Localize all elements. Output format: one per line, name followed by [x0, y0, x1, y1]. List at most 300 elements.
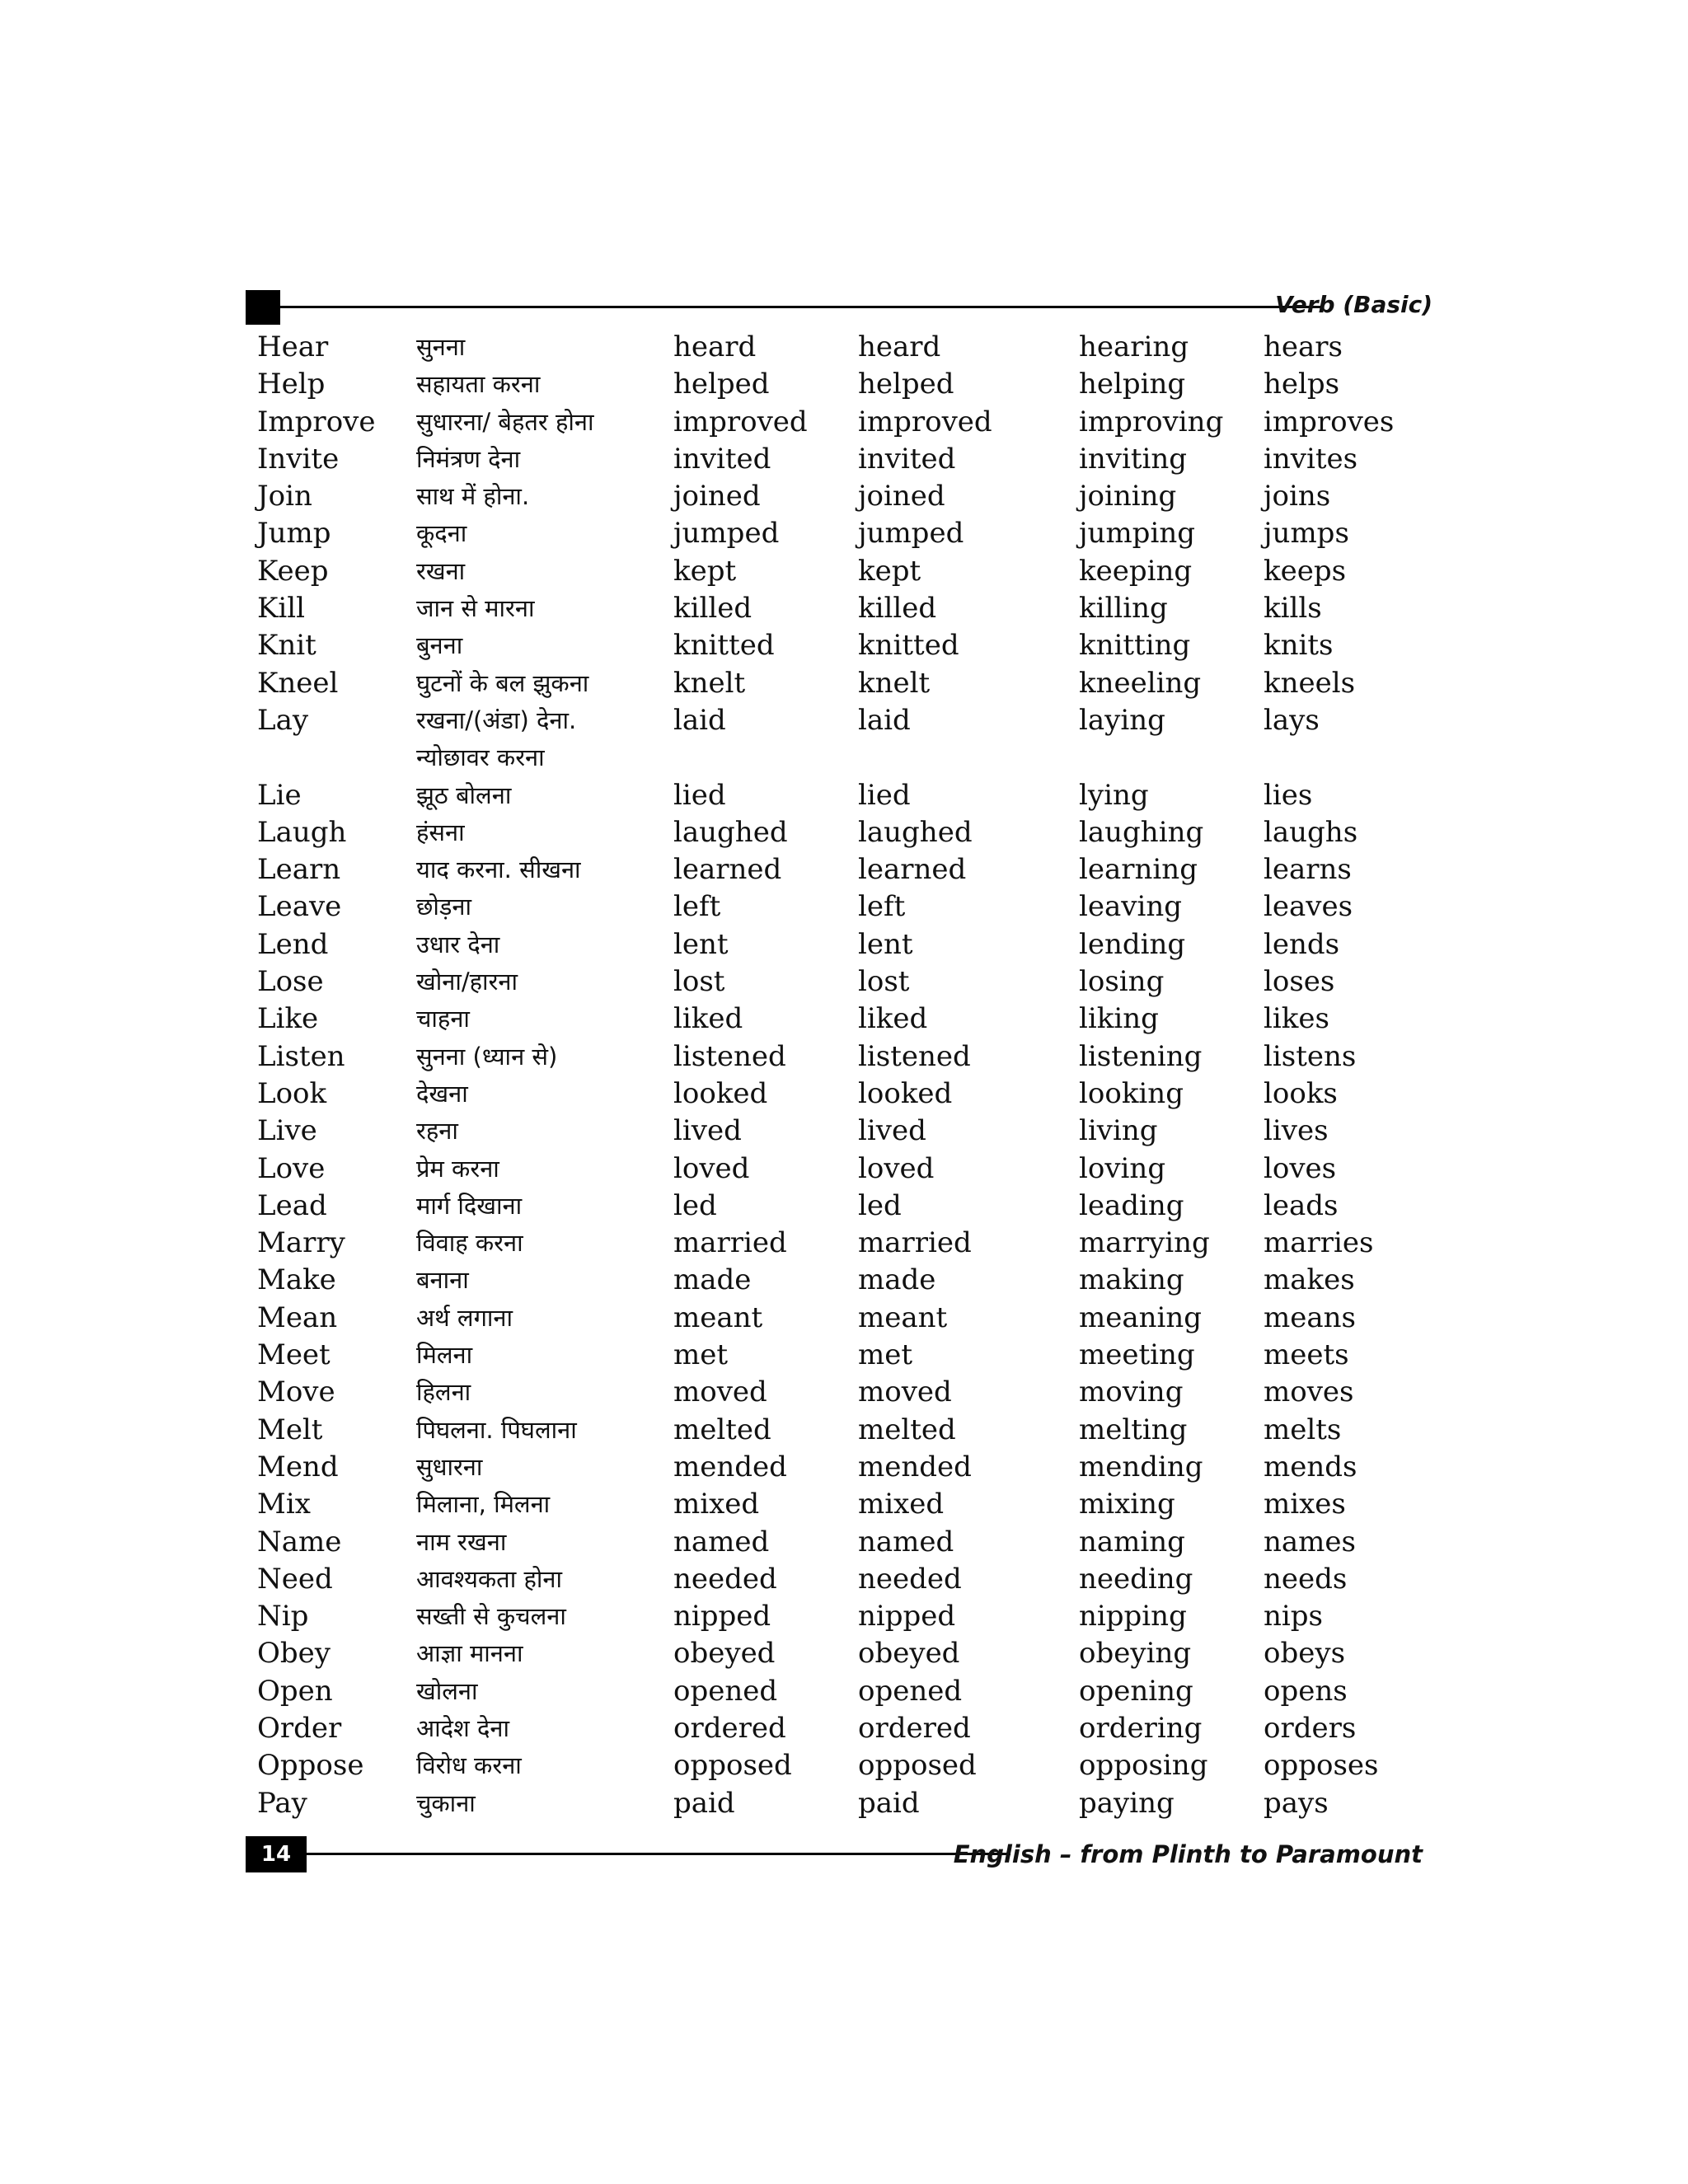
base-form: Invite	[257, 442, 340, 476]
present-participle: mixing	[1079, 1488, 1175, 1521]
third-person-form: lays	[1264, 703, 1320, 737]
base-form: Move	[257, 1376, 335, 1409]
base-form: Mend	[257, 1450, 339, 1483]
present-participle: moving	[1079, 1376, 1184, 1409]
past-tense: improved	[673, 405, 808, 438]
present-participle: lending	[1079, 927, 1186, 961]
table-row	[257, 1449, 1428, 1486]
third-person-form: loves	[1264, 1151, 1337, 1185]
hindi-meaning-line: निमंत्रण देना	[416, 444, 521, 473]
base-form: Obey	[257, 1637, 331, 1671]
table-row	[257, 1038, 1428, 1076]
past-tense: moved	[673, 1376, 767, 1409]
hindi-meaning	[416, 888, 471, 926]
table-row	[257, 1598, 1428, 1635]
third-person-form: loses	[1264, 965, 1335, 999]
table-row	[257, 1076, 1428, 1113]
present-participle: melting	[1079, 1413, 1188, 1446]
table-row	[257, 1561, 1428, 1598]
past-tense: opposed	[673, 1749, 792, 1783]
base-form: Order	[257, 1711, 342, 1745]
hindi-meaning-line: मिलना	[416, 1341, 473, 1370]
hindi-meaning	[416, 1151, 499, 1188]
third-person-form: improves	[1264, 405, 1395, 438]
past-tense: listened	[673, 1039, 786, 1073]
table-row	[257, 329, 1428, 366]
hindi-meaning	[416, 1710, 509, 1747]
footer-rule	[307, 1853, 1010, 1855]
past-participle: ordered	[858, 1711, 971, 1745]
hindi-meaning-line: सहायता करना	[416, 370, 541, 399]
third-person-form: joins	[1264, 480, 1331, 513]
past-participle: lent	[858, 927, 913, 961]
hindi-meaning	[416, 1561, 562, 1598]
hindi-meaning	[416, 329, 465, 366]
base-form: Marry	[257, 1226, 345, 1260]
third-person-form: opposes	[1264, 1749, 1379, 1783]
past-participle: improved	[858, 405, 992, 438]
past-participle: paid	[858, 1786, 920, 1820]
table-row	[257, 1524, 1428, 1561]
past-tense: kept	[673, 554, 737, 588]
present-participle: meeting	[1079, 1338, 1195, 1372]
base-form: Lend	[257, 927, 329, 961]
hindi-meaning	[416, 1374, 471, 1411]
hindi-meaning	[416, 963, 518, 1001]
present-participle: losing	[1079, 965, 1165, 999]
hindi-meaning-line: देखना	[416, 1079, 468, 1108]
hindi-meaning	[416, 366, 540, 403]
base-form: Jump	[257, 517, 331, 551]
hindi-meaning	[416, 1001, 470, 1038]
hindi-meaning	[416, 1785, 476, 1822]
third-person-form: means	[1264, 1301, 1356, 1334]
base-form: Help	[257, 368, 326, 401]
table-row	[257, 441, 1428, 478]
base-form: Lose	[257, 965, 324, 999]
third-person-form: leads	[1264, 1188, 1339, 1222]
base-form: Mix	[257, 1488, 311, 1521]
hindi-meaning-line: उधार देना	[416, 930, 500, 958]
past-participle: named	[858, 1525, 954, 1558]
third-person-form: lies	[1264, 778, 1313, 812]
base-form: Listen	[257, 1039, 345, 1073]
third-person-form: looks	[1264, 1076, 1338, 1110]
present-participle: paying	[1079, 1786, 1175, 1820]
hindi-meaning-line: चुकाना	[416, 1788, 476, 1817]
base-form: Name	[257, 1525, 342, 1558]
hindi-meaning-line: नाम रखना	[416, 1527, 507, 1556]
past-participle: opened	[858, 1674, 963, 1708]
past-participle: joined	[858, 480, 945, 513]
past-participle: laughed	[858, 815, 973, 849]
past-participle: opposed	[858, 1749, 977, 1783]
past-tense: helped	[673, 368, 770, 401]
past-participle: liked	[858, 1002, 928, 1036]
table-row	[257, 590, 1428, 627]
past-participle: melted	[858, 1413, 956, 1446]
present-participle: living	[1079, 1114, 1158, 1148]
base-form: Leave	[257, 890, 342, 924]
third-person-form: nips	[1264, 1600, 1323, 1633]
base-form: Nip	[257, 1600, 309, 1633]
hindi-meaning	[416, 515, 467, 552]
present-participle: lying	[1079, 778, 1149, 812]
past-tense: heard	[673, 330, 757, 363]
past-tense: loved	[673, 1151, 750, 1185]
present-participle: improving	[1079, 405, 1224, 438]
present-participle: ordering	[1079, 1711, 1203, 1745]
hindi-meaning	[416, 553, 465, 590]
hindi-meaning	[416, 1188, 522, 1225]
hindi-meaning	[416, 404, 594, 441]
hindi-meaning-line: बनाना	[416, 1266, 469, 1295]
past-participle: loved	[858, 1151, 935, 1185]
present-participle: helping	[1079, 368, 1186, 401]
base-form: Learn	[257, 853, 341, 887]
hindi-meaning-line: विरोध करना	[416, 1751, 522, 1780]
hindi-meaning-line: खोलना	[416, 1676, 478, 1705]
base-form: Need	[257, 1562, 333, 1596]
present-participle: jumping	[1079, 517, 1195, 551]
hindi-meaning-line: घुटनों के बल झुकना	[416, 668, 589, 697]
footer-book-title: English – from Plinth to Paramount	[953, 1840, 1423, 1868]
third-person-form: orders	[1264, 1711, 1357, 1745]
past-tense: lent	[673, 927, 729, 961]
third-person-form: kills	[1264, 592, 1322, 626]
past-participle: led	[858, 1188, 902, 1222]
table-row	[257, 404, 1428, 441]
base-form: Love	[257, 1151, 326, 1185]
hindi-meaning	[416, 1747, 522, 1784]
table-row	[257, 814, 1428, 851]
hindi-meaning	[416, 590, 535, 627]
hindi-meaning-line: रखना/(अंडा) देना.	[416, 705, 577, 734]
hindi-meaning-line: सुधारना	[416, 1452, 483, 1481]
past-participle: nipped	[858, 1600, 956, 1633]
hindi-meaning-line: अर्थ लगाना	[416, 1303, 513, 1332]
present-participle: meaning	[1079, 1301, 1203, 1334]
past-participle: laid	[858, 703, 911, 737]
third-person-form: leaves	[1264, 890, 1353, 924]
past-participle: helped	[858, 368, 954, 401]
third-person-form: knits	[1264, 629, 1334, 663]
table-row	[257, 515, 1428, 552]
past-participle: meant	[858, 1301, 948, 1334]
past-tense: joined	[673, 480, 761, 513]
table-row	[257, 702, 1428, 777]
hindi-meaning-line: सुधारना/ बेहतर होना	[416, 407, 594, 436]
hindi-meaning-line: रखना	[416, 556, 466, 585]
third-person-form: hears	[1264, 330, 1343, 363]
third-person-form: likes	[1264, 1002, 1329, 1036]
present-participle: nipping	[1079, 1600, 1187, 1633]
third-person-form: listens	[1264, 1039, 1357, 1073]
past-participle: knitted	[858, 629, 959, 663]
hindi-meaning	[416, 627, 462, 664]
hindi-meaning	[416, 1262, 469, 1299]
past-tense: needed	[673, 1562, 777, 1596]
past-tense: knelt	[673, 666, 746, 700]
hindi-meaning	[416, 1449, 482, 1486]
hindi-meaning-line: बुनना	[416, 631, 463, 660]
past-participle: looked	[858, 1076, 953, 1110]
table-row	[257, 1673, 1428, 1710]
past-tense: laughed	[673, 815, 788, 849]
table-row	[257, 478, 1428, 515]
base-form: Hear	[257, 330, 329, 363]
table-row	[257, 1001, 1428, 1038]
table-row	[257, 1785, 1428, 1822]
past-tense: left	[673, 890, 721, 924]
page-header	[246, 290, 1432, 323]
base-form: Join	[257, 480, 312, 513]
third-person-form: laughs	[1264, 815, 1358, 849]
hindi-meaning	[416, 1412, 577, 1449]
third-person-form: names	[1264, 1525, 1356, 1558]
hindi-meaning	[416, 1486, 550, 1523]
past-tense: killed	[673, 592, 753, 626]
present-participle: knitting	[1079, 629, 1191, 663]
past-participle: jumped	[858, 517, 964, 551]
present-participle: hearing	[1079, 330, 1189, 363]
present-participle: needing	[1079, 1562, 1193, 1596]
past-tense: made	[673, 1263, 752, 1297]
third-person-form: opens	[1264, 1674, 1348, 1708]
table-row	[257, 851, 1428, 888]
hindi-meaning-line: चाहना	[416, 1005, 470, 1033]
past-participle: listened	[858, 1039, 971, 1073]
past-tense: married	[673, 1226, 787, 1260]
present-participle: obeying	[1079, 1637, 1192, 1671]
hindi-meaning-line: न्योछावर करना	[416, 743, 545, 771]
past-tense: lied	[673, 778, 726, 812]
past-tense: learned	[673, 853, 782, 887]
past-tense: named	[673, 1525, 770, 1558]
table-row	[257, 926, 1428, 963]
hindi-meaning-line: हंसना	[416, 818, 465, 846]
table-row	[257, 1635, 1428, 1672]
hindi-meaning	[416, 1113, 458, 1150]
present-participle: looking	[1079, 1076, 1184, 1110]
table-row	[257, 1113, 1428, 1150]
present-participle: inviting	[1079, 442, 1188, 476]
base-form: Oppose	[257, 1749, 364, 1783]
hindi-meaning	[416, 851, 581, 888]
hindi-meaning-line: सख्ती से कुचलना	[416, 1602, 566, 1631]
hindi-meaning-line: आवश्यकता होना	[416, 1564, 562, 1593]
table-row	[257, 1151, 1428, 1188]
past-tense: looked	[673, 1076, 768, 1110]
past-participle: heard	[858, 330, 941, 363]
hindi-meaning-line: साथ में होना.	[416, 482, 530, 511]
past-participle: needed	[858, 1562, 962, 1596]
past-tense: jumped	[673, 517, 780, 551]
hindi-meaning	[416, 777, 511, 814]
hindi-meaning-line: झूठ बोलना	[416, 780, 512, 809]
past-participle: killed	[858, 592, 937, 626]
past-participle: lost	[858, 965, 910, 999]
past-tense: obeyed	[673, 1637, 776, 1671]
hindi-meaning-line: याद करना. सीखना	[416, 855, 581, 884]
past-participle: lied	[858, 778, 911, 812]
hindi-meaning	[416, 1038, 557, 1076]
table-row	[257, 366, 1428, 403]
third-person-form: keeps	[1264, 554, 1347, 588]
past-tense: knitted	[673, 629, 775, 663]
present-participle: opposing	[1079, 1749, 1208, 1783]
present-participle: liking	[1079, 1002, 1159, 1036]
base-form: Laugh	[257, 815, 347, 849]
hindi-meaning-line: सुनना	[416, 333, 466, 361]
present-participle: leaving	[1079, 890, 1183, 924]
base-form: Knit	[257, 629, 316, 663]
table-row	[257, 1225, 1428, 1262]
present-participle: listening	[1079, 1039, 1203, 1073]
hindi-meaning	[416, 1524, 506, 1561]
present-participle: making	[1079, 1263, 1184, 1297]
past-participle: knelt	[858, 666, 931, 700]
table-row	[257, 627, 1428, 664]
table-row	[257, 1747, 1428, 1784]
present-participle: kneeling	[1079, 666, 1202, 700]
present-participle: laying	[1079, 703, 1165, 737]
past-tense: meant	[673, 1301, 763, 1334]
third-person-form: pays	[1264, 1786, 1329, 1820]
table-row	[257, 553, 1428, 590]
third-person-form: helps	[1264, 368, 1340, 401]
past-tense: opened	[673, 1674, 778, 1708]
third-person-form: moves	[1264, 1376, 1354, 1409]
base-form: Keep	[257, 554, 329, 588]
past-tense: paid	[673, 1786, 735, 1820]
third-person-form: mixes	[1264, 1488, 1346, 1521]
base-form: Open	[257, 1674, 333, 1708]
present-participle: keeping	[1079, 554, 1193, 588]
table-row	[257, 1710, 1428, 1747]
past-tense: mixed	[673, 1488, 760, 1521]
hindi-meaning-line: खोना/हारना	[416, 968, 518, 996]
base-form: Make	[257, 1263, 336, 1297]
hindi-meaning	[416, 441, 520, 478]
third-person-form: mends	[1264, 1450, 1357, 1483]
present-participle: naming	[1079, 1525, 1185, 1558]
table-row	[257, 1412, 1428, 1449]
past-participle: left	[858, 890, 906, 924]
past-participle: invited	[858, 442, 956, 476]
table-row	[257, 1337, 1428, 1374]
hindi-meaning	[416, 1076, 468, 1113]
hindi-meaning-line: हिलना	[416, 1378, 471, 1407]
past-tense: ordered	[673, 1711, 786, 1745]
past-tense: laid	[673, 703, 726, 737]
base-form: Improve	[257, 405, 376, 438]
past-participle: lived	[858, 1114, 926, 1148]
base-form: Like	[257, 1002, 319, 1036]
hindi-meaning-line: आदेश देना	[416, 1713, 509, 1742]
hindi-meaning-line: प्रेम करना	[416, 1154, 499, 1183]
present-participle: opening	[1079, 1674, 1193, 1708]
table-row	[257, 1300, 1428, 1337]
base-form: Look	[257, 1076, 327, 1110]
base-form: Pay	[257, 1786, 307, 1820]
base-form: Kneel	[257, 666, 339, 700]
past-participle: kept	[858, 554, 921, 588]
past-participle: mixed	[858, 1488, 945, 1521]
past-tense: melted	[673, 1413, 771, 1446]
present-participle: leading	[1079, 1188, 1184, 1222]
hindi-meaning	[416, 926, 499, 963]
third-person-form: marries	[1264, 1226, 1374, 1260]
hindi-meaning	[416, 814, 465, 851]
header-square-marker	[246, 290, 280, 325]
hindi-meaning-line: जान से मारना	[416, 594, 535, 623]
base-form: Kill	[257, 592, 306, 626]
base-form: Mean	[257, 1301, 338, 1334]
verb-table	[257, 329, 1428, 1822]
past-participle: learned	[858, 853, 967, 887]
past-tense: led	[673, 1188, 717, 1222]
table-row	[257, 1374, 1428, 1411]
hindi-meaning-line: रहना	[416, 1117, 458, 1146]
past-tense: lost	[673, 965, 725, 999]
header-title: Verb (Basic)	[1275, 291, 1432, 318]
table-row	[257, 1486, 1428, 1523]
past-tense: lived	[673, 1114, 742, 1148]
hindi-meaning-line: पिघलना. पिघलाना	[416, 1415, 577, 1444]
hindi-meaning-line: सुनना (ध्यान से)	[416, 1042, 558, 1071]
base-form: Melt	[257, 1413, 323, 1446]
third-person-form: invites	[1264, 442, 1358, 476]
past-participle: married	[858, 1226, 972, 1260]
hindi-meaning-line: मार्ग दिखाना	[416, 1191, 523, 1220]
base-form: Live	[257, 1114, 317, 1148]
past-participle: mended	[858, 1450, 972, 1483]
third-person-form: obeys	[1264, 1637, 1346, 1671]
table-row	[257, 888, 1428, 926]
page-footer	[246, 1836, 1426, 1872]
hindi-meaning	[416, 1598, 566, 1635]
hindi-meaning-line: आज्ञा मानना	[416, 1639, 523, 1668]
past-tense: met	[673, 1338, 729, 1372]
past-participle: made	[858, 1263, 936, 1297]
hindi-meaning-line: मिलाना, मिलना	[416, 1490, 551, 1519]
past-tense: nipped	[673, 1600, 771, 1633]
base-form: Lead	[257, 1188, 327, 1222]
past-tense: mended	[673, 1450, 787, 1483]
past-tense: invited	[673, 442, 771, 476]
past-tense: liked	[673, 1002, 743, 1036]
third-person-form: meets	[1264, 1338, 1349, 1372]
hindi-meaning	[416, 478, 529, 515]
hindi-meaning	[416, 702, 576, 776]
hindi-meaning	[416, 1337, 472, 1374]
third-person-form: makes	[1264, 1263, 1355, 1297]
present-participle: killing	[1079, 592, 1168, 626]
header-rule	[280, 306, 1320, 308]
third-person-form: kneels	[1264, 666, 1356, 700]
third-person-form: jumps	[1264, 517, 1349, 551]
third-person-form: melts	[1264, 1413, 1342, 1446]
past-participle: met	[858, 1338, 913, 1372]
third-person-form: learns	[1264, 853, 1352, 887]
table-row	[257, 1262, 1428, 1299]
present-participle: laughing	[1079, 815, 1204, 849]
hindi-meaning	[416, 1635, 523, 1672]
third-person-form: lives	[1264, 1114, 1329, 1148]
table-row	[257, 963, 1428, 1001]
hindi-meaning	[416, 1300, 513, 1337]
